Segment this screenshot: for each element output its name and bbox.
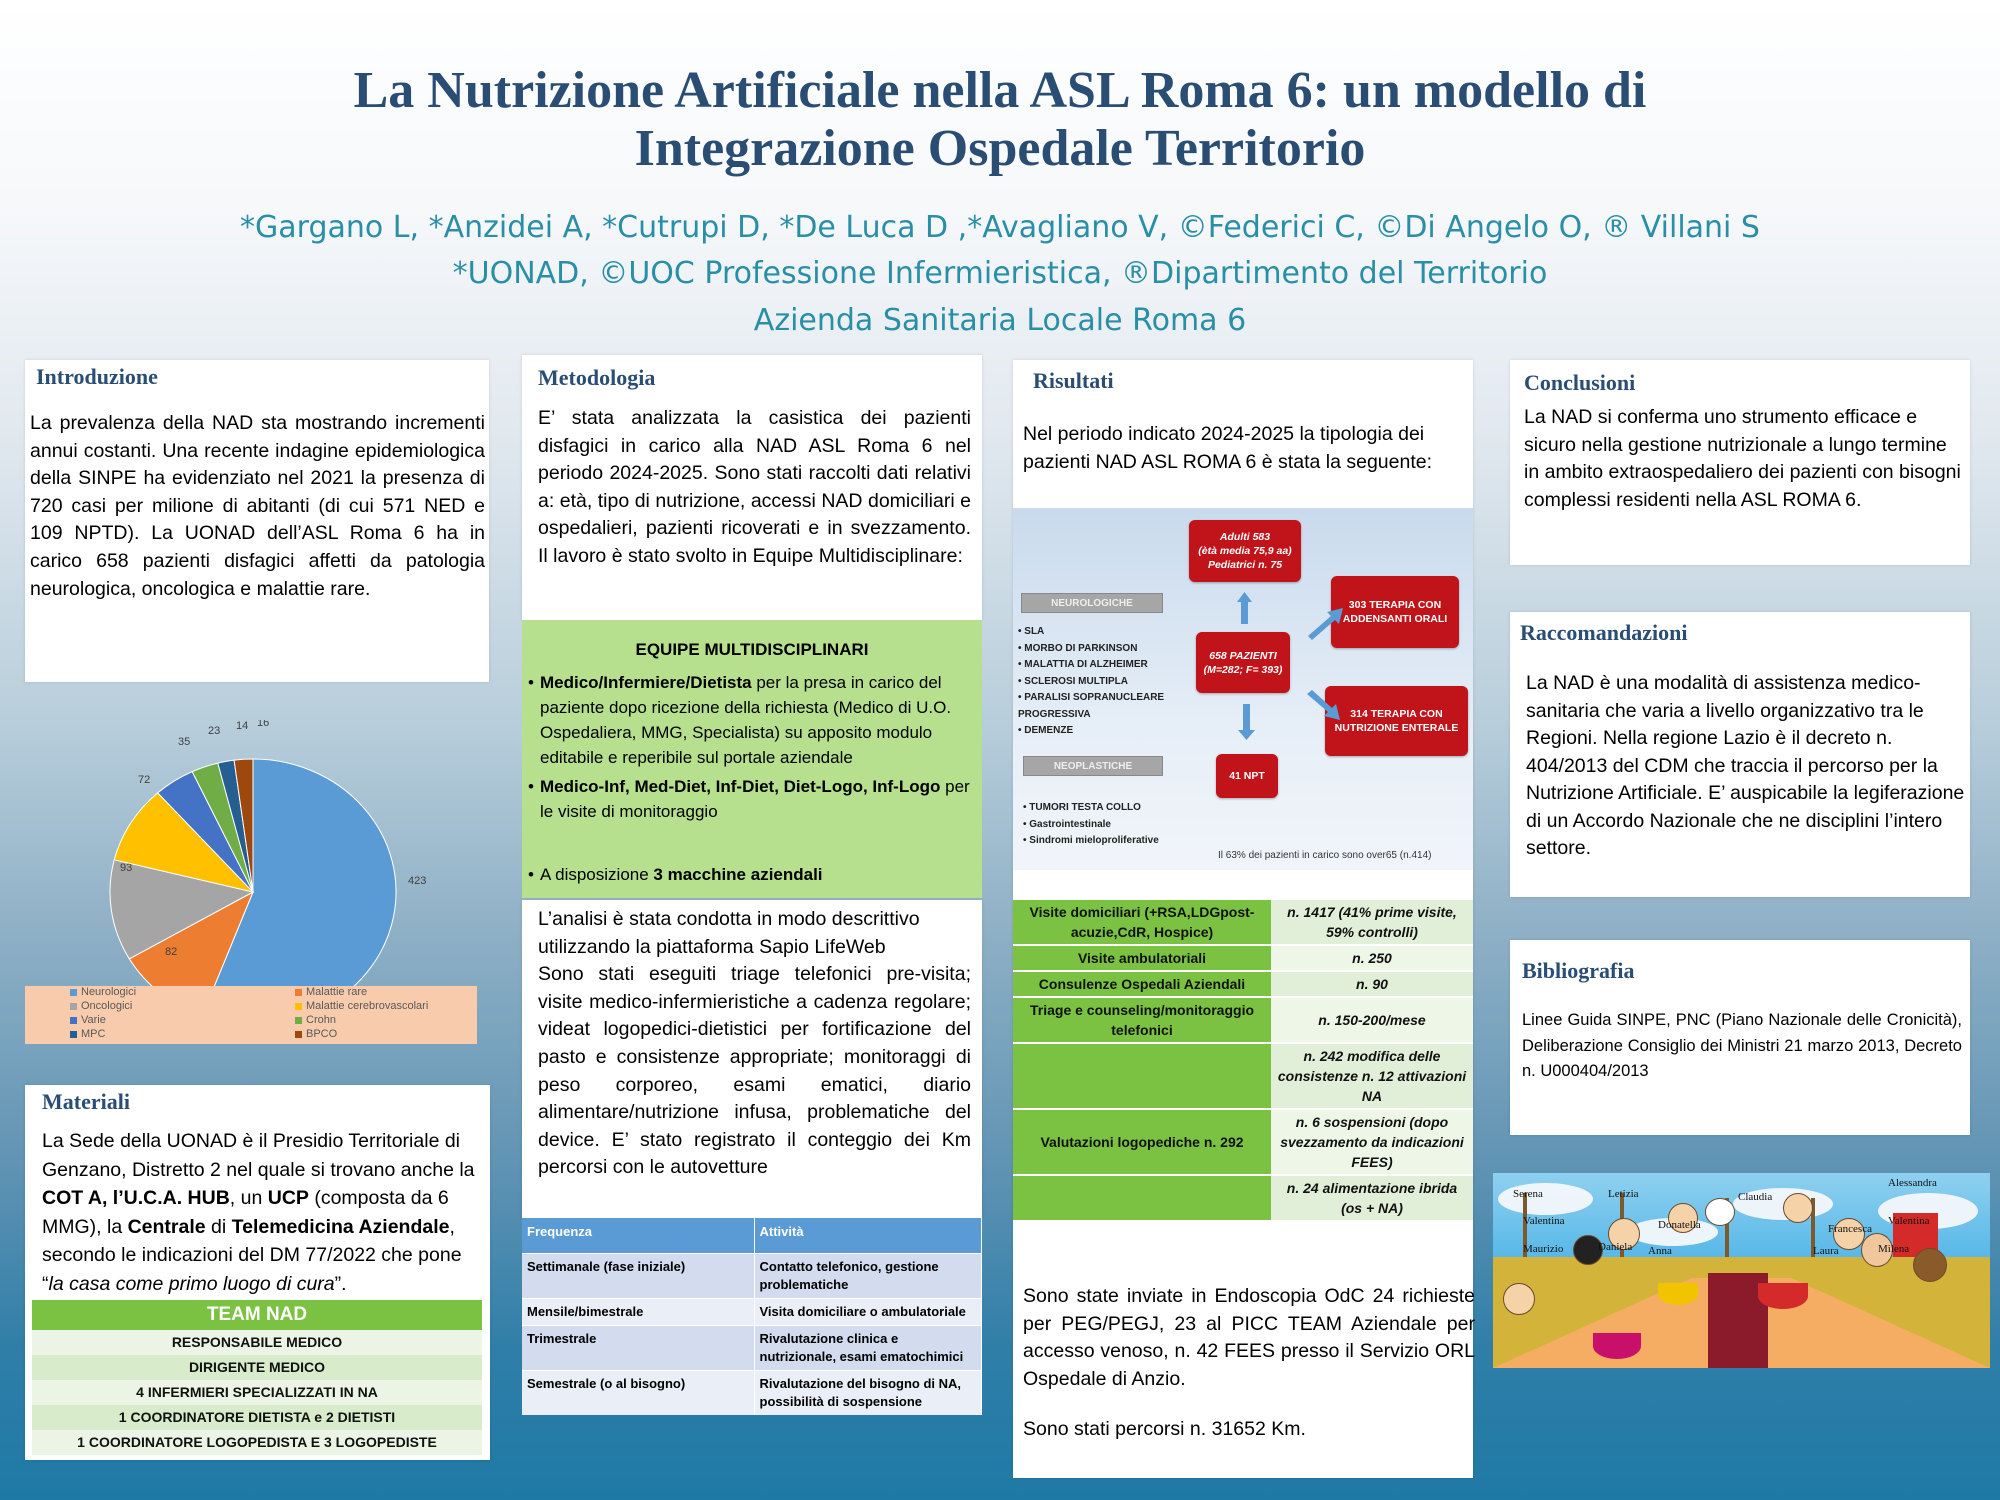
illustration-name: Serena (1513, 1188, 1543, 1200)
organization: Azienda Sanitaria Locale Roma 6 (753, 303, 1247, 338)
risultati-value: n. 90 (1271, 971, 1473, 997)
risultati-label: Visite domiciliari (+RSA,LDGpost-acuzie,CdR, Hospice) (1013, 900, 1271, 945)
freq-row (522, 1326, 982, 1371)
risultati-label: Triage e counseling/monitoraggio telefonici (1013, 997, 1271, 1043)
freq-cell-frequenza: Settimanale (fase iniziale) (522, 1254, 754, 1299)
neo-item: • Sindromi mieloproliferative (1023, 833, 1159, 850)
risultati-row (1013, 971, 1473, 997)
equipe-item: • Medico/Infermiere/Dietista per la presa in carico del paziente dopo ricezione della richiesta (Medico di U.O. Ospedaliera, MMG, Specialista) su apposito modulo editabile e reperibile sul portale aziendale (528, 670, 980, 770)
over65-note: Il 63% dei pazienti in carico sono over65 (n.414) (1218, 850, 1432, 861)
legend-swatch-icon (295, 1003, 302, 1010)
risultati-label: Consulenze Ospedali Aziendali (1013, 971, 1271, 997)
metodologia-panel (522, 355, 982, 620)
risultati-row (1013, 1109, 1473, 1175)
legend-item: BPCO (295, 1028, 337, 1040)
neuro-item: • SLA (1018, 624, 1168, 641)
authors: *Gargano L, *Anzidei A, *Cutrupi D, *De Luca D ,*Avagliano V, ©Federici C, ©Di Angelo O, ® Villani S (240, 210, 1760, 245)
introduzione-heading: Introduzione (36, 364, 158, 389)
legend-swatch-icon (295, 1031, 302, 1038)
legend-item: Neurologici (70, 986, 136, 998)
km-text: Sono stati percorsi n. 31652 Km. (1023, 1418, 1306, 1440)
analisi-panel (522, 900, 982, 1218)
addensanti-box: 303 TERAPIA CON ADDENSANTI ORALI (1331, 576, 1459, 648)
freq-row (522, 1371, 982, 1416)
risultati-row (1013, 900, 1473, 945)
bibliografia-panel (1510, 940, 1970, 1135)
risultati-value: n. 24 alimentazione ibrida (os + NA) (1271, 1175, 1473, 1221)
pie-data-label: 23 (208, 725, 221, 737)
risultati-row (1013, 1175, 1473, 1221)
freq-row (522, 1254, 982, 1299)
illustration-name: Maurizio (1523, 1243, 1564, 1255)
equipe-heading: EQUIPE MULTIDISCIPLINARI (635, 640, 869, 659)
neuro-item: • SCLEROSI MULTIPLA (1018, 674, 1168, 691)
legend-swatch-icon (295, 1017, 302, 1024)
frequency-table (522, 1218, 982, 1415)
character-icon (1913, 1248, 1947, 1282)
pie-chart-svg (20, 720, 490, 1010)
equipe-item: • A disposizione 3 macchine aziendali (528, 862, 980, 887)
snoopy-icon (1705, 1198, 1735, 1226)
pie-data-label: 14 (236, 720, 249, 732)
metodologia-heading: Metodologia (538, 365, 656, 390)
risultati-label (1013, 1043, 1271, 1109)
flow-arrows (1013, 508, 1473, 870)
risultati-value: n. 1417 (41% prime visite, 59% controlli) (1271, 900, 1473, 945)
character-icon (1503, 1283, 1535, 1315)
legend-swatch-icon (70, 1017, 77, 1024)
illustration-name: Letizia (1608, 1188, 1639, 1200)
risultati-row (1013, 1043, 1473, 1109)
team-member-row: DIRIGENTE MEDICO (32, 1355, 482, 1380)
team-illustration (1493, 1173, 1990, 1368)
illustration-name: Francesca (1828, 1223, 1872, 1235)
illustration-name: Valentina (1888, 1215, 1930, 1227)
conclusioni-heading: Conclusioni (1524, 370, 1636, 395)
illustration-name: Milena (1878, 1243, 1910, 1255)
patient-flow-diagram (1013, 508, 1473, 870)
materiali-panel (25, 1085, 490, 1460)
npt-box: 41 NPT (1216, 754, 1278, 798)
introduzione-panel (25, 360, 489, 682)
character-icon (1783, 1193, 1813, 1223)
enterale-box: 314 TERAPIA CON NUTRIZIONE ENTERALE (1325, 686, 1468, 756)
freq-cell-frequenza: Mensile/bimestrale (522, 1299, 754, 1326)
equipe-list (528, 670, 980, 891)
risultati-value: n. 150-200/mese (1271, 997, 1473, 1043)
raccomandazioni-heading: Raccomandazioni (1520, 620, 1688, 645)
freq-header-frequenza: Frequenza (522, 1218, 754, 1254)
risultati-value: n. 250 (1271, 945, 1473, 971)
introduzione-text: La prevalenza della NAD sta mostrando incrementi annui costanti. Una recente indagine epidemiologica della SINPE ha evidenziato nel 2021 la presenza di 720 casi per milione di abitanti (di cui 571 NED e 109 NPTD). La UONAD dell’ASL Roma 6 ha in carico 658 pazienti disfagici affetti da patologia neurologica, oncologica e malattie rare. (30, 412, 485, 600)
illustration-name: Donatella (1658, 1219, 1701, 1231)
freq-cell-frequenza: Trimestrale (522, 1326, 754, 1371)
pie-data-label: 72 (138, 774, 151, 786)
freq-cell-frequenza: Semestrale (o al bisogno) (522, 1371, 754, 1416)
team-nad-table (32, 1300, 482, 1455)
freq-cell-attivita: Contatto telefonico, gestione problematiche (754, 1254, 982, 1299)
title-line-1: La Nutrizione Artificiale nella ASL Roma 6: un modello di (353, 62, 1647, 119)
team-nad-header: TEAM NAD (32, 1300, 482, 1330)
neo-item: • TUMORI TESTA COLLO (1023, 800, 1159, 817)
neo-item: • Gastrointestinale (1023, 817, 1159, 834)
risultati-intro: Nel periodo indicato 2024-2025 la tipologia dei pazienti NAD ASL ROMA 6 è stata la seguente: (1023, 423, 1433, 473)
illustration-name: Alessandra (1888, 1177, 1937, 1189)
team-member-row: 1 COORDINATORE DIETISTA e 2 DIETISTI (32, 1405, 482, 1430)
legend-item: Malattie rare (295, 986, 367, 998)
endoscopia-text: Sono state inviate in Endoscopia OdC 24 richieste per PEG/PEGJ, 23 al PICC TEAM Aziendale per accesso venoso, n. 42 FEES presso il Servizio ORL Ospedale di Anzio. (1023, 1285, 1475, 1390)
pazienti-center-box: 658 PAZIENTI (M=282; F= 393) (1196, 632, 1290, 693)
neuro-item: • MALATTIA DI ALZHEIMER (1018, 657, 1168, 674)
pie-data-label: 82 (165, 946, 178, 958)
neuro-item: • MORBO DI PARKINSON (1018, 641, 1168, 658)
team-member-row: 1 COORDINATORE LOGOPEDISTA E 3 LOGOPEDISTE (32, 1430, 482, 1455)
risultati-value: n. 242 modifica delle consistenze n. 12 attivazioni NA (1271, 1043, 1473, 1109)
risultati-label (1013, 1175, 1271, 1221)
equipe-item: • Medico-Inf, Med-Diet, Inf-Diet, Diet-Logo, Inf-Logo per le visite di monitoraggio (528, 774, 980, 824)
materiali-text: La Sede della UONAD è il Presidio Territoriale di Genzano, Distretto 2 nel quale si trovano anche la COT A, l’U.C.A. HUB, un UCP (composta da 6 MMG), la Centrale di Telemedicina Aziendale, secondo le indicazioni del DM 77/2022 che pone “la casa come primo luogo di cura”. (42, 1130, 475, 1295)
pie-legend (25, 986, 477, 1044)
legend-item: Varie (70, 1014, 106, 1026)
risultati-panel (1013, 360, 1473, 1478)
risultati-row (1013, 997, 1473, 1043)
analisi-text: L’analisi è stata condotta in modo descrittivo utilizzando la piattaforma Sapio LifeWeb Sono stati eseguiti triage telefonici pre-visita; visite medico-infermieristiche a cadenza regolare; videat logopedici-dietistici per fortificazione del pasto e consistenze appropriate; monitoraggi di peso corporeo, esami ematici, diario alimentare/nutrizione infusa, problematiche del device. E’ stato registrato il conteggio dei Km percorsi con le autovetture (538, 908, 971, 1179)
neurologiche-label: NEUROLOGICHE (1021, 593, 1163, 613)
freq-cell-attivita: Rivalutazione del bisogno di NA, possibilità di sospensione (754, 1371, 982, 1416)
neuro-item: • PARALISI SOPRANUCLEARE PROGRESSIVA (1018, 690, 1168, 723)
freq-row (522, 1299, 982, 1326)
legend-item: Malattie cerebrovascolari (295, 1000, 428, 1012)
illustration-name: Claudia (1738, 1191, 1773, 1203)
pie-data-label: 35 (178, 736, 191, 748)
food-icon (1593, 1333, 1641, 1359)
poster-title (0, 62, 2000, 178)
team-member-row: 4 INFERMIERI SPECIALIZZATI IN NA (32, 1380, 482, 1405)
conclusioni-panel (1510, 360, 1970, 565)
illustration-name: Valentina (1523, 1215, 1565, 1227)
illustration-name: Laura (1813, 1245, 1839, 1257)
equipe-box (522, 620, 982, 898)
legend-item: MPC (70, 1028, 105, 1040)
legend-swatch-icon (295, 989, 302, 996)
legend-swatch-icon (70, 989, 77, 996)
legend-swatch-icon (70, 1003, 77, 1010)
neuro-item: • DEMENZE (1018, 723, 1168, 740)
pie-data-label: 16 (257, 720, 270, 729)
freq-cell-attivita: Visita domiciliare o ambulatoriale (754, 1299, 982, 1326)
pie-data-label: 423 (408, 875, 427, 887)
risultati-value: n. 6 sospensioni (dopo svezzamento da indicazioni FEES) (1271, 1109, 1473, 1175)
legend-item: Crohn (295, 1014, 336, 1026)
materiali-heading: Materiali (42, 1089, 130, 1114)
illustration-name: Daniela (1598, 1241, 1633, 1253)
legend-swatch-icon (70, 1031, 77, 1038)
bibliografia-heading: Bibliografia (1522, 958, 1635, 983)
risultati-row (1013, 945, 1473, 971)
pie-chart (20, 720, 490, 1010)
risultati-heading: Risultati (1033, 368, 1114, 393)
affiliations: *UONAD, ©UOC Professione Infermieristica, ®Dipartimento del Territorio (452, 256, 1548, 291)
conclusioni-text: La NAD si conferma uno strumento efficace e sicuro nella gestione nutrizionale a lungo termine in ambito extraospedaliero dei pazienti con bisogni complessi residenti nella ASL ROMA 6. (1524, 406, 1961, 511)
risultati-label: Valutazioni logopediche n. 292 (1013, 1109, 1271, 1175)
food-icon (1758, 1283, 1808, 1309)
risultati-table (1013, 900, 1473, 1222)
metodologia-text: E’ stata analizzata la casistica dei pazienti disfagici in carico alla NAD ASL Roma 6 nel periodo 2024-2025. Sono stati raccolti dati relativi a: età, tipo di nutrizione, accessi NAD domiciliari e ospedalieri, pazienti ricoverati e in svezzamento. Il lavoro è stato svolto in Equipe Multidisciplinare: (538, 407, 971, 567)
bibliografia-text: Linee Guida SINPE, PNC (Piano Nazionale delle Cronicità), Deliberazione Consiglio dei Ministri 21 marzo 2013, Decreto n. U000404/2013 (1522, 1011, 1962, 1080)
neoplastiche-label: NEOPLASTICHE (1023, 756, 1163, 776)
adulti-box: Adulti 583 (ètà media 75,9 aa) Pediatrici n. 75 (1189, 520, 1301, 582)
risultati-label: Visite ambulatoriali (1013, 945, 1271, 971)
raccomandazioni-text: La NAD è una modalità di assistenza medico-sanitaria che varia a livello organizzativo tra le Regioni. Nella regione Lazio è il decreto n. 404/2013 del CDM che traccia il percorso per la Nutrizione Artificiale. E’ auspicabile la legiferazione di un Accordo Nazionale che ne disciplini l’intero settore. (1526, 672, 1965, 859)
freq-cell-attivita: Rivalutazione clinica e nutrizionale, esami ematochimici (754, 1326, 982, 1371)
pie-data-label: 93 (120, 862, 133, 874)
freq-header-attivita: Attività (754, 1218, 982, 1254)
food-icon (1658, 1283, 1698, 1305)
illustration-name: Anna (1648, 1245, 1672, 1257)
title-line-2: Integrazione Ospedale Territorio (634, 120, 1366, 177)
legend-item: Oncologici (70, 1000, 132, 1012)
team-member-row: RESPONSABILE MEDICO (32, 1330, 482, 1355)
raccomandazioni-panel (1510, 612, 1970, 897)
